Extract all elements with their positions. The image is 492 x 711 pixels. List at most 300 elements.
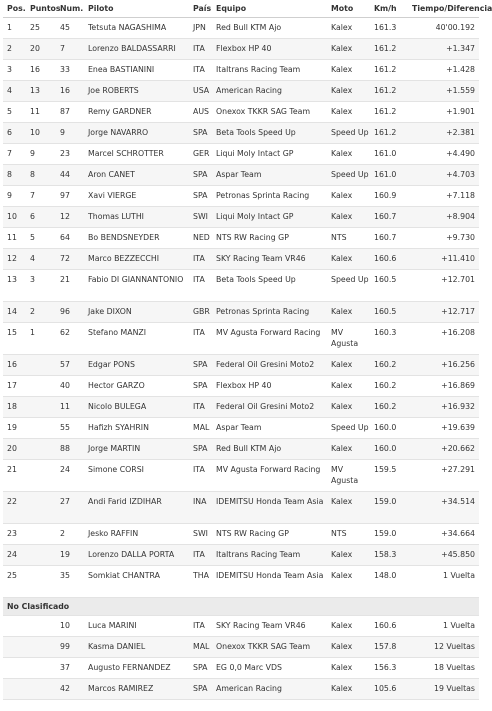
- cell-puntos: 1: [30, 328, 35, 337]
- cell-tiempo: +27.291: [441, 465, 475, 474]
- cell-num: 87: [60, 107, 70, 116]
- cell-equipo: American Racing: [216, 86, 282, 95]
- cell-kmh: 161.0: [374, 149, 397, 158]
- cell-puntos: [26, 376, 56, 397]
- cell-equipo: Petronas Sprinta Racing: [216, 191, 310, 200]
- cell-piloto: Fabio DI GIANNANTONIO: [88, 275, 184, 284]
- cell-equipo: NTS RW Racing GP: [216, 529, 289, 538]
- cell-pos: 3: [7, 65, 12, 74]
- cell-equipo: Petronas Sprinta Racing: [216, 307, 310, 316]
- cell-pais: SPA: [193, 663, 208, 672]
- cell-equipo: Onexox TKKR SAG Team: [216, 642, 311, 651]
- cell-kmh: 161.0: [374, 170, 397, 179]
- cell-pos: 24: [7, 550, 17, 559]
- table-row: [3, 566, 479, 598]
- cell-kmh: 105.6: [374, 684, 397, 693]
- cell-moto: Kalex: [331, 44, 353, 53]
- cell-num: 9: [60, 128, 65, 137]
- cell-kmh: 160.5: [374, 275, 397, 284]
- cell-moto: Kalex: [331, 621, 353, 630]
- cell-puntos: [26, 492, 56, 524]
- cell-kmh: 159.5: [374, 465, 397, 474]
- cell-num: 44: [60, 170, 70, 179]
- cell-num: 19: [60, 550, 70, 559]
- cell-pais: SPA: [193, 684, 208, 693]
- cell-moto: Kalex: [331, 497, 353, 506]
- cell-kmh: 160.2: [374, 402, 397, 411]
- cell-moto: MV Agusta: [331, 465, 359, 485]
- header-pos: Pos.: [3, 0, 26, 18]
- table-row: [3, 460, 479, 492]
- table-row: [3, 658, 479, 679]
- cell-pos: 23: [7, 529, 17, 538]
- table-row: [3, 323, 479, 355]
- cell-tiempo: +9.730: [446, 233, 475, 242]
- cell-kmh: 160.7: [374, 212, 397, 221]
- table-row: [3, 376, 479, 397]
- cell-tiempo: +1.428: [446, 65, 475, 74]
- cell-pais: ITA: [193, 465, 205, 474]
- cell-pais: THA: [193, 571, 209, 580]
- cell-tiempo: +34.664: [441, 529, 475, 538]
- cell-piloto: Marcel SCHROTTER: [88, 149, 164, 158]
- cell-equipo: Flexbox HP 40: [216, 381, 272, 390]
- cell-equipo: Beta Tools Speed Up: [216, 128, 296, 137]
- cell-kmh: 161.3: [374, 23, 397, 32]
- cell-pais: ITA: [193, 550, 205, 559]
- cell-equipo: Liqui Moly Intact GP: [216, 212, 294, 221]
- cell-moto: Kalex: [331, 642, 353, 651]
- cell-equipo: Italtrans Racing Team: [216, 550, 301, 559]
- cell-num: 11: [60, 402, 70, 411]
- cell-equipo: MV Agusta Forward Racing: [216, 328, 321, 337]
- cell-puntos: 2: [30, 307, 35, 316]
- cell-pais: ITA: [193, 44, 205, 53]
- cell-pos: 20: [7, 444, 17, 453]
- cell-moto: Speed Up: [331, 423, 369, 432]
- cell-pais: INA: [193, 497, 207, 506]
- cell-kmh: 161.2: [374, 107, 397, 116]
- cell-moto: Kalex: [331, 191, 353, 200]
- cell-pos: [3, 616, 26, 637]
- cell-tiempo: +16.932: [441, 402, 475, 411]
- cell-moto: Kalex: [331, 65, 353, 74]
- cell-pais: SPA: [193, 444, 208, 453]
- cell-kmh: 161.2: [374, 65, 397, 74]
- cell-pos: 13: [7, 275, 17, 284]
- cell-pos: 25: [7, 571, 17, 580]
- cell-kmh: 160.0: [374, 423, 397, 432]
- cell-moto: Speed Up: [331, 170, 369, 179]
- cell-tiempo: +1.559: [446, 86, 475, 95]
- cell-pos: 21: [7, 465, 17, 474]
- cell-num: 37: [60, 663, 70, 672]
- cell-equipo: American Racing: [216, 684, 282, 693]
- table-row: [3, 637, 479, 658]
- cell-pos: [3, 679, 26, 700]
- cell-pos: 18: [7, 402, 17, 411]
- cell-piloto: Lorenzo DALLA PORTA: [88, 550, 175, 559]
- cell-moto: Kalex: [331, 444, 353, 453]
- cell-equipo: Aspar Team: [216, 170, 262, 179]
- table-row: [3, 492, 479, 524]
- cell-pos: 14: [7, 307, 17, 316]
- cell-tiempo: +19.639: [441, 423, 475, 432]
- header-kmh: Km/h: [370, 0, 408, 18]
- cell-kmh: 160.7: [374, 233, 397, 242]
- header-moto: Moto: [327, 0, 370, 18]
- header-num: Num.: [56, 0, 84, 18]
- table-row: [3, 39, 479, 60]
- cell-num: 7: [60, 44, 65, 53]
- cell-num: 99: [60, 642, 70, 651]
- cell-num: 57: [60, 360, 70, 369]
- cell-moto: Kalex: [331, 360, 353, 369]
- table-row: [3, 186, 479, 207]
- cell-equipo: Federal Oil Gresini Moto2: [216, 402, 315, 411]
- table-row: [3, 228, 479, 249]
- table-row: [3, 18, 479, 39]
- cell-pais: SWI: [193, 212, 208, 221]
- cell-kmh: 160.9: [374, 191, 397, 200]
- cell-tiempo: 12 Vueltas: [433, 642, 475, 651]
- cell-piloto: Jorge MARTIN: [88, 444, 141, 453]
- cell-tiempo: +12.717: [441, 307, 475, 316]
- table-row: [3, 616, 479, 637]
- cell-pos: [3, 637, 26, 658]
- cell-pos: 7: [7, 149, 12, 158]
- cell-pais: ITA: [193, 275, 205, 284]
- cell-piloto: Jorge NAVARRO: [88, 128, 149, 137]
- cell-pais: GBR: [193, 307, 210, 316]
- cell-num: 16: [60, 86, 70, 95]
- cell-pais: SWI: [193, 529, 208, 538]
- cell-piloto: Lorenzo BALDASSARRI: [88, 44, 176, 53]
- cell-equipo: MV Agusta Forward Racing: [216, 465, 321, 474]
- cell-num: 62: [60, 328, 70, 337]
- cell-pais: GER: [193, 149, 210, 158]
- cell-puntos: [26, 524, 56, 545]
- cell-puntos: 11: [30, 107, 40, 116]
- cell-moto: Kalex: [331, 149, 353, 158]
- cell-kmh: 161.2: [374, 128, 397, 137]
- cell-pais: MAL: [193, 642, 210, 651]
- cell-piloto: Jesko RAFFIN: [88, 529, 139, 538]
- cell-tiempo: 1 Vuelta: [443, 571, 475, 580]
- cell-piloto: Joe ROBERTS: [88, 86, 139, 95]
- cell-tiempo: 1 Vuelta: [443, 621, 475, 630]
- cell-kmh: 160.3: [374, 328, 397, 337]
- cell-piloto: Hector GARZO: [88, 381, 145, 390]
- cell-moto: Kalex: [331, 684, 353, 693]
- cell-tiempo: +11.410: [441, 254, 475, 263]
- cell-equipo: IDEMITSU Honda Team Asia: [216, 571, 324, 580]
- cell-tiempo: +4.703: [446, 170, 475, 179]
- cell-kmh: 160.6: [374, 621, 397, 630]
- cell-tiempo: +16.256: [441, 360, 475, 369]
- cell-piloto: Enea BASTIANINI: [88, 65, 155, 74]
- cell-equipo: Federal Oil Gresini Moto2: [216, 360, 315, 369]
- cell-kmh: 158.3: [374, 550, 397, 559]
- cell-tiempo: +2.381: [446, 128, 475, 137]
- cell-moto: NTS: [331, 529, 347, 538]
- header-pais: País: [189, 0, 212, 18]
- cell-pos: 15: [7, 328, 17, 337]
- cell-kmh: 157.8: [374, 642, 397, 651]
- cell-puntos: 13: [30, 86, 40, 95]
- cell-tiempo: +4.490: [446, 149, 475, 158]
- cell-puntos: [26, 566, 56, 598]
- cell-puntos: 20: [30, 44, 40, 53]
- cell-puntos: [26, 355, 56, 376]
- cell-moto: Kalex: [331, 307, 353, 316]
- cell-puntos: 3: [30, 275, 35, 284]
- cell-pais: ITA: [193, 621, 205, 630]
- cell-pos: 19: [7, 423, 17, 432]
- cell-num: 55: [60, 423, 70, 432]
- cell-moto: Speed Up: [331, 128, 369, 137]
- cell-tiempo: +12.701: [441, 275, 475, 284]
- cell-kmh: 160.2: [374, 360, 397, 369]
- cell-pais: USA: [193, 86, 210, 95]
- cell-num: 35: [60, 571, 70, 580]
- cell-pos: 1: [7, 23, 12, 32]
- cell-num: 10: [60, 621, 70, 630]
- table-row: [3, 524, 479, 545]
- cell-piloto: Hafizh SYAHRIN: [88, 423, 149, 432]
- cell-moto: Kalex: [331, 107, 353, 116]
- cell-tiempo: 40'00.192: [435, 23, 475, 32]
- table-row: [3, 249, 479, 270]
- cell-tiempo: +16.208: [441, 328, 475, 337]
- table-row: [3, 207, 479, 228]
- cell-piloto: Thomas LUTHI: [88, 212, 144, 221]
- cell-pais: AUS: [193, 107, 209, 116]
- cell-puntos: 6: [30, 212, 35, 221]
- cell-moto: Kalex: [331, 212, 353, 221]
- table-row: [3, 355, 479, 376]
- cell-moto: Speed Up: [331, 275, 369, 284]
- cell-num: 64: [60, 233, 70, 242]
- cell-pais: ITA: [193, 402, 205, 411]
- cell-pais: ITA: [193, 328, 205, 337]
- cell-pais: NED: [193, 233, 210, 242]
- cell-puntos: [26, 616, 56, 637]
- cell-equipo: SKY Racing Team VR46: [216, 254, 306, 263]
- cell-piloto: Simone CORSI: [88, 465, 144, 474]
- header-piloto: Piloto: [84, 0, 189, 18]
- cell-puntos: [26, 637, 56, 658]
- cell-pais: ITA: [193, 254, 205, 263]
- cell-kmh: 156.3: [374, 663, 397, 672]
- section-header-row: [3, 598, 479, 616]
- cell-piloto: Somkiat CHANTRA: [88, 571, 160, 580]
- cell-num: 96: [60, 307, 70, 316]
- cell-piloto: Jake DIXON: [88, 307, 132, 316]
- cell-num: 27: [60, 497, 70, 506]
- cell-puntos: 4: [30, 254, 35, 263]
- cell-puntos: [26, 418, 56, 439]
- table-row: [3, 302, 479, 323]
- cell-piloto: Marco BEZZECCHI: [88, 254, 160, 263]
- table-row: [3, 144, 479, 165]
- cell-num: 40: [60, 381, 70, 390]
- cell-piloto: Xavi VIERGE: [88, 191, 137, 200]
- header-equipo: Equipo: [212, 0, 327, 18]
- cell-moto: Kalex: [331, 86, 353, 95]
- table-row: [3, 679, 479, 700]
- cell-moto: Kalex: [331, 381, 353, 390]
- cell-pos: 2: [7, 44, 12, 53]
- cell-equipo: Liqui Moly Intact GP: [216, 149, 294, 158]
- cell-pos: 4: [7, 86, 12, 95]
- cell-num: 24: [60, 465, 70, 474]
- cell-piloto: Stefano MANZI: [88, 328, 147, 337]
- cell-moto: Kalex: [331, 402, 353, 411]
- cell-puntos: [26, 397, 56, 418]
- cell-moto: MV Agusta: [331, 328, 359, 348]
- cell-puntos: [26, 460, 56, 492]
- not-classified-rows: [3, 616, 479, 700]
- cell-num: 45: [60, 23, 70, 32]
- cell-equipo: Beta Tools Speed Up: [216, 275, 296, 284]
- cell-num: 42: [60, 684, 70, 693]
- table-row: [3, 81, 479, 102]
- cell-pais: JPN: [193, 23, 206, 32]
- cell-piloto: Nicolo BULEGA: [88, 402, 147, 411]
- cell-piloto: Tetsuta NAGASHIMA: [88, 23, 167, 32]
- cell-num: 23: [60, 149, 70, 158]
- cell-pos: 8: [7, 170, 12, 179]
- table-row: [3, 397, 479, 418]
- cell-piloto: Bo BENDSNEYDER: [88, 233, 160, 242]
- cell-kmh: 160.6: [374, 254, 397, 263]
- not-classified-label: No Clasificado: [3, 598, 479, 616]
- cell-equipo: Onexox TKKR SAG Team: [216, 107, 311, 116]
- cell-puntos: 25: [30, 23, 40, 32]
- cell-tiempo: +8.904: [446, 212, 475, 221]
- cell-puntos: 10: [30, 128, 40, 137]
- results-table: [3, 0, 492, 700]
- cell-tiempo: 18 Vueltas: [433, 663, 475, 672]
- cell-kmh: 160.2: [374, 381, 397, 390]
- table-row: [3, 545, 479, 566]
- cell-num: 12: [60, 212, 70, 221]
- table-row: [3, 418, 479, 439]
- cell-num: 2: [60, 529, 65, 538]
- cell-pais: ITA: [193, 65, 205, 74]
- cell-moto: NTS: [331, 233, 347, 242]
- cell-tiempo: +45.850: [441, 550, 475, 559]
- cell-kmh: 159.0: [374, 529, 397, 538]
- header-tiempo: Tiempo/Diferencia: [408, 0, 479, 18]
- cell-equipo: Flexbox HP 40: [216, 44, 272, 53]
- cell-puntos: 8: [30, 170, 35, 179]
- cell-pos: [3, 658, 26, 679]
- cell-tiempo: +1.901: [446, 107, 475, 116]
- cell-tiempo: +7.118: [446, 191, 475, 200]
- cell-moto: Kalex: [331, 571, 353, 580]
- cell-equipo: Red Bull KTM Ajo: [216, 444, 282, 453]
- cell-moto: Kalex: [331, 663, 353, 672]
- cell-puntos: 9: [30, 149, 35, 158]
- table-row: [3, 123, 479, 144]
- cell-pos: 9: [7, 191, 12, 200]
- classified-rows: [3, 18, 479, 598]
- cell-equipo: Aspar Team: [216, 423, 262, 432]
- cell-kmh: 161.2: [374, 86, 397, 95]
- cell-kmh: 161.2: [374, 44, 397, 53]
- cell-equipo: SKY Racing Team VR46: [216, 621, 306, 630]
- cell-pos: 10: [7, 212, 17, 221]
- table-row: [3, 439, 479, 460]
- cell-kmh: 159.0: [374, 497, 397, 506]
- table-row: [3, 165, 479, 186]
- cell-pos: 22: [7, 497, 17, 506]
- not-classified-section: [3, 598, 479, 616]
- cell-num: 88: [60, 444, 70, 453]
- table-row: [3, 60, 479, 81]
- cell-puntos: 7: [30, 191, 35, 200]
- cell-piloto: Andi Farid IZDIHAR: [88, 497, 162, 506]
- header-puntos: Puntos: [26, 0, 56, 18]
- cell-pos: 11: [7, 233, 17, 242]
- cell-puntos: [26, 658, 56, 679]
- cell-moto: Kalex: [331, 254, 353, 263]
- cell-pos: 16: [7, 360, 17, 369]
- cell-pais: SPA: [193, 381, 208, 390]
- cell-puntos: 5: [30, 233, 35, 242]
- cell-equipo: IDEMITSU Honda Team Asia: [216, 497, 324, 506]
- cell-piloto: Remy GARDNER: [88, 107, 152, 116]
- cell-puntos: [26, 545, 56, 566]
- cell-num: 21: [60, 275, 70, 284]
- cell-pais: MAL: [193, 423, 210, 432]
- cell-equipo: NTS RW Racing GP: [216, 233, 289, 242]
- cell-moto: Kalex: [331, 23, 353, 32]
- cell-kmh: 160.0: [374, 444, 397, 453]
- cell-tiempo: +20.662: [441, 444, 475, 453]
- cell-piloto: Augusto FERNANDEZ: [88, 663, 171, 672]
- table-header: [3, 0, 492, 18]
- cell-puntos: [26, 679, 56, 700]
- cell-pos: 12: [7, 254, 17, 263]
- cell-piloto: Luca MARINI: [88, 621, 137, 630]
- cell-puntos: 16: [30, 65, 40, 74]
- header-row: [3, 0, 479, 18]
- cell-pais: SPA: [193, 128, 208, 137]
- cell-piloto: Kasma DANIEL: [88, 642, 146, 651]
- cell-pos: 17: [7, 381, 17, 390]
- table-row: [3, 102, 479, 123]
- cell-equipo: EG 0,0 Marc VDS: [216, 663, 282, 672]
- cell-tiempo: 19 Vueltas: [433, 684, 475, 693]
- cell-tiempo: +1.347: [446, 44, 475, 53]
- cell-num: 97: [60, 191, 70, 200]
- cell-pos: 6: [7, 128, 12, 137]
- cell-kmh: 160.5: [374, 307, 397, 316]
- cell-piloto: Marcos RAMIREZ: [88, 684, 154, 693]
- cell-tiempo: +16.869: [441, 381, 475, 390]
- cell-pais: SPA: [193, 170, 208, 179]
- cell-equipo: Red Bull KTM Ajo: [216, 23, 282, 32]
- cell-piloto: Aron CANET: [88, 170, 135, 179]
- cell-num: 33: [60, 65, 70, 74]
- cell-pais: SPA: [193, 191, 208, 200]
- cell-puntos: [26, 439, 56, 460]
- table-row: [3, 270, 479, 302]
- cell-piloto: Edgar PONS: [88, 360, 135, 369]
